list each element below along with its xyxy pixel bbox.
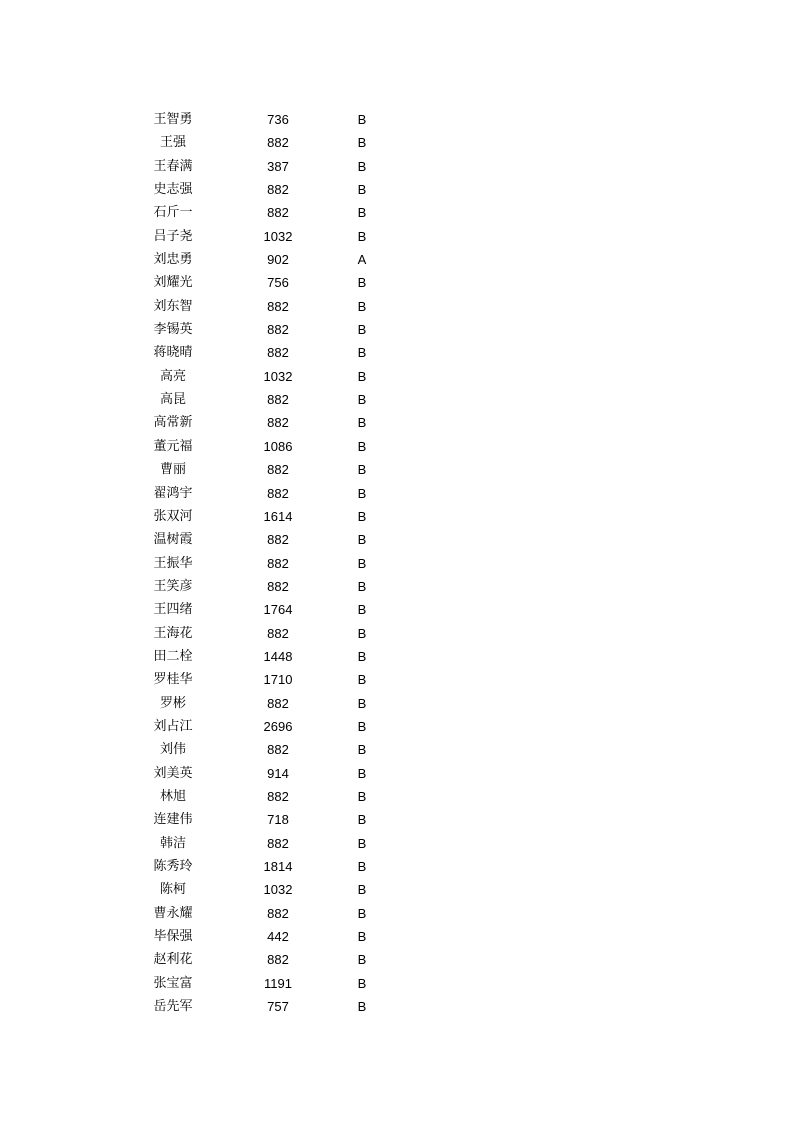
table-row xyxy=(0,598,793,621)
grade-cell: B xyxy=(357,158,367,174)
table-row xyxy=(0,528,793,551)
table-row xyxy=(0,808,793,831)
grade-cell: B xyxy=(357,812,367,828)
table-row xyxy=(0,482,793,505)
name-cell: 刘东智 xyxy=(153,298,193,314)
table-row xyxy=(0,341,793,364)
table-row xyxy=(0,668,793,691)
amount-cell: 882 xyxy=(267,205,289,221)
data-table xyxy=(0,108,793,1018)
amount-cell: 736 xyxy=(267,112,289,127)
amount-cell: 882 xyxy=(267,555,289,571)
name-cell: 刘伟 xyxy=(159,742,186,758)
amount-cell: 1032 xyxy=(263,368,293,384)
name-cell: 高常新 xyxy=(153,415,193,431)
name-cell: 张宝富 xyxy=(153,975,193,991)
name-cell: 高昆 xyxy=(159,392,186,408)
grade-cell: B xyxy=(357,322,367,338)
grade-cell: B xyxy=(357,742,367,758)
name-cell: 吕子尧 xyxy=(153,228,193,244)
grade-cell: B xyxy=(357,625,367,641)
name-cell: 刘忠勇 xyxy=(153,252,193,268)
table-row xyxy=(0,738,793,761)
table-row xyxy=(0,622,793,645)
name-cell: 高亮 xyxy=(159,368,186,384)
table-row xyxy=(0,762,793,785)
name-cell: 王笑彦 xyxy=(153,578,193,594)
grade-cell: B xyxy=(357,182,367,198)
name-cell: 王四绪 xyxy=(153,602,193,618)
amount-cell: 882 xyxy=(267,578,289,594)
amount-cell: 882 xyxy=(267,952,289,968)
grade-cell: B xyxy=(357,882,367,898)
name-cell: 王强 xyxy=(159,135,186,151)
grade-cell: B xyxy=(357,392,367,408)
name-cell: 罗彬 xyxy=(159,695,186,711)
grade-cell: B xyxy=(357,695,367,711)
table-row xyxy=(0,692,793,715)
amount-cell: 1191 xyxy=(264,975,292,991)
amount-cell: 718 xyxy=(267,812,289,828)
table-row xyxy=(0,552,793,575)
grade-cell: B xyxy=(357,835,367,851)
amount-cell: 757 xyxy=(267,999,289,1015)
amount-cell: 882 xyxy=(267,135,289,151)
amount-cell: 1710 xyxy=(263,672,293,688)
table-row xyxy=(0,178,793,201)
table-row xyxy=(0,925,793,948)
name-cell: 刘占江 xyxy=(153,718,193,734)
table-row xyxy=(0,108,793,131)
table-row xyxy=(0,248,793,271)
amount-cell: 1032 xyxy=(263,882,293,898)
amount-cell: 882 xyxy=(267,835,289,851)
grade-cell: B xyxy=(357,929,367,945)
amount-cell: 882 xyxy=(267,485,289,501)
table-row xyxy=(0,715,793,738)
name-cell: 刘美英 xyxy=(153,765,193,781)
amount-cell: 1032 xyxy=(263,228,293,244)
name-cell: 董元福 xyxy=(153,438,193,454)
table-row xyxy=(0,575,793,598)
grade-cell: B xyxy=(357,135,367,151)
amount-cell: 1814 xyxy=(263,859,293,874)
name-cell: 王海花 xyxy=(153,625,193,641)
table-row xyxy=(0,131,793,154)
table-row xyxy=(0,948,793,971)
amount-cell: 882 xyxy=(267,625,289,641)
amount-cell: 1448 xyxy=(263,648,293,664)
amount-cell: 756 xyxy=(267,275,289,291)
name-cell: 罗桂华 xyxy=(153,672,193,688)
grade-cell: B xyxy=(357,345,367,361)
name-cell: 史志强 xyxy=(153,182,193,198)
amount-cell: 882 xyxy=(267,532,289,548)
name-cell: 翟鸿宇 xyxy=(153,485,193,501)
amount-cell: 882 xyxy=(267,905,289,921)
table-row xyxy=(0,505,793,528)
grade-cell: B xyxy=(357,578,367,594)
table-row xyxy=(0,201,793,224)
amount-cell: 882 xyxy=(267,462,289,478)
name-cell: 蒋晓晴 xyxy=(153,345,193,361)
table-row xyxy=(0,271,793,294)
amount-cell: 1614 xyxy=(263,508,293,524)
amount-cell: 902 xyxy=(267,252,289,268)
grade-cell: B xyxy=(357,788,367,804)
table-row xyxy=(0,458,793,481)
name-cell: 赵利花 xyxy=(153,952,193,968)
table-row xyxy=(0,435,793,458)
table-row xyxy=(0,878,793,901)
table-row xyxy=(0,225,793,248)
table-row xyxy=(0,388,793,411)
amount-cell: 914 xyxy=(267,765,289,781)
amount-cell: 882 xyxy=(267,322,289,338)
amount-cell: 882 xyxy=(267,788,289,804)
grade-cell: B xyxy=(357,648,367,664)
grade-cell: B xyxy=(357,905,367,921)
grade-cell: B xyxy=(357,112,367,127)
amount-cell: 882 xyxy=(267,345,289,361)
name-cell: 温树霞 xyxy=(153,532,193,548)
amount-cell: 882 xyxy=(267,392,289,408)
grade-cell: B xyxy=(357,718,367,734)
grade-cell: B xyxy=(357,275,367,291)
name-cell: 田二栓 xyxy=(153,648,193,664)
table-row xyxy=(0,832,793,855)
grade-cell: B xyxy=(357,415,367,431)
table-row xyxy=(0,295,793,318)
grade-cell: B xyxy=(357,602,367,618)
amount-cell: 387 xyxy=(267,158,289,174)
grade-cell: B xyxy=(357,368,367,384)
table-row xyxy=(0,365,793,388)
name-cell: 刘耀光 xyxy=(153,275,193,291)
name-cell: 林旭 xyxy=(159,788,186,804)
table-row xyxy=(0,785,793,808)
grade-cell: B xyxy=(357,555,367,571)
name-cell: 曹丽 xyxy=(159,462,186,478)
grade-cell: B xyxy=(357,485,367,501)
name-cell: 曹永耀 xyxy=(153,905,193,921)
amount-cell: 1764 xyxy=(263,602,293,618)
grade-cell: B xyxy=(357,532,367,548)
amount-cell: 882 xyxy=(267,742,289,758)
amount-cell: 1086 xyxy=(263,438,293,454)
grade-cell: B xyxy=(357,999,367,1015)
grade-cell: B xyxy=(357,228,367,244)
name-cell: 岳先军 xyxy=(153,999,193,1015)
table-row xyxy=(0,995,793,1018)
name-cell: 王春满 xyxy=(153,158,193,174)
name-cell: 石斤一 xyxy=(153,205,193,221)
grade-cell: B xyxy=(357,298,367,314)
name-cell: 王振华 xyxy=(153,555,193,571)
grade-cell: B xyxy=(357,859,367,874)
amount-cell: 882 xyxy=(267,695,289,711)
grade-cell: B xyxy=(357,438,367,454)
name-cell: 毕保强 xyxy=(153,929,193,945)
amount-cell: 2696 xyxy=(263,718,293,734)
name-cell: 连建伟 xyxy=(153,812,193,828)
table-row xyxy=(0,972,793,995)
name-cell: 陈秀玲 xyxy=(153,859,193,874)
amount-cell: 882 xyxy=(267,182,289,198)
grade-cell: B xyxy=(357,975,367,991)
grade-cell: B xyxy=(357,205,367,221)
table-row xyxy=(0,155,793,178)
table-row xyxy=(0,411,793,434)
amount-cell: 882 xyxy=(267,298,289,314)
table-row xyxy=(0,318,793,341)
amount-cell: 882 xyxy=(267,415,289,431)
grade-cell: B xyxy=(357,952,367,968)
name-cell: 陈柯 xyxy=(159,882,186,898)
name-cell: 王智勇 xyxy=(153,112,193,127)
table-row xyxy=(0,645,793,668)
grade-cell: B xyxy=(357,765,367,781)
table-row xyxy=(0,855,793,878)
name-cell: 张双河 xyxy=(153,508,193,524)
amount-cell: 442 xyxy=(267,929,289,945)
grade-cell: B xyxy=(357,672,367,688)
grade-cell: B xyxy=(357,508,367,524)
table-row xyxy=(0,902,793,925)
grade-cell: B xyxy=(357,462,367,478)
name-cell: 韩洁 xyxy=(159,835,186,851)
grade-cell: A xyxy=(357,252,367,268)
name-cell: 李锡英 xyxy=(153,322,193,338)
